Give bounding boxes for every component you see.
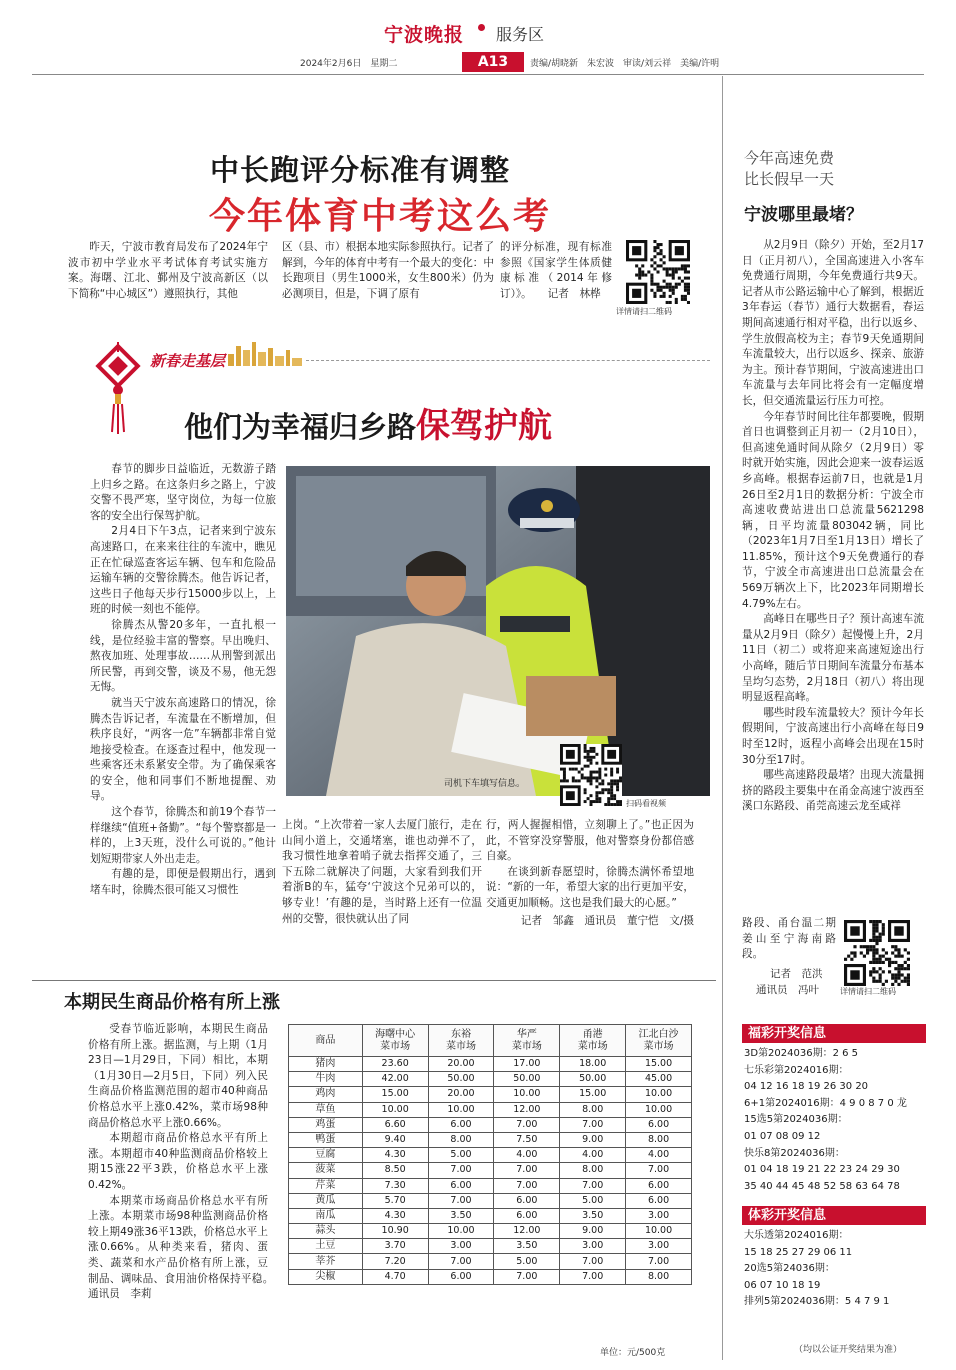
table-price-cell: 50.00: [560, 1072, 626, 1087]
table-header-cell: 江北白沙 菜市场: [626, 1025, 692, 1057]
table-row: [289, 1087, 692, 1102]
table-price-cell: 10.00: [626, 1102, 692, 1117]
table-price-cell: 15.00: [362, 1087, 428, 1102]
table-price-cell: 10.00: [428, 1224, 494, 1239]
table-price-cell: 10.00: [494, 1087, 560, 1102]
table-price-cell: 17.00: [494, 1057, 560, 1072]
table-price-cell: 7.00: [560, 1269, 626, 1284]
table-price-cell: 4.30: [362, 1148, 428, 1163]
table-price-cell: 3.70: [362, 1239, 428, 1254]
table-price-cell: 7.00: [428, 1163, 494, 1178]
lottery-result-line: 3D第2024036期：2 6 5: [744, 1048, 859, 1059]
table-row: [289, 1057, 692, 1072]
video-qr-caption: 扫码看视频: [626, 799, 666, 808]
table-header-cell: 东裕 菜市场: [428, 1025, 494, 1057]
sidebar-subtitle: [744, 148, 834, 190]
table-price-cell: 3.00: [428, 1239, 494, 1254]
editor-credits: 责编/胡晓新 朱宏波 审读/刘云祥 美编/许明: [530, 59, 720, 69]
table-price-cell: 8.00: [560, 1102, 626, 1117]
table-price-cell: 7.00: [560, 1178, 626, 1193]
table-row: [289, 1239, 692, 1254]
table-price-cell: 8.00: [626, 1132, 692, 1147]
article1-column-1: 昨天，宁波市教育局发布了2024年宁波市初中学业水平考试体育考试实施方案。海曙、江北、鄞州及宁波高新区（以下简称“中心城区”）遵照执行，其他: [68, 241, 268, 300]
table-header-row: [289, 1025, 692, 1057]
sports-lottery-header: 体彩开奖信息: [742, 1206, 926, 1225]
issue-date: 2024年2月6日 星期二: [300, 59, 398, 69]
lottery-result-line: 6+1第2024016期：4 9 0 8 7 0 龙: [744, 1097, 907, 1109]
table-price-cell: 6.00: [494, 1193, 560, 1208]
article2-title-highlight: 保驾护航: [416, 406, 553, 446]
table-item-cell: 南瓜: [289, 1208, 363, 1223]
table-header-cell: 商品: [289, 1025, 363, 1057]
page-number-badge: A13: [462, 52, 524, 72]
paragraph: 哪些高速路段最堵？出现大流量拥挤的路段主要集中在甬金高速宁波西至溪口东路段、甬莞高速云龙至咸祥: [742, 769, 924, 813]
table-header-cell: 甬港 菜市场: [560, 1025, 626, 1057]
table-price-cell: 4.30: [362, 1208, 428, 1223]
table-price-cell: 45.00: [626, 1072, 692, 1087]
article1-column-3: 的评分标准，现有标准参照《国家学生体质健康标准（2014年修订）》。 记者 林桦: [500, 241, 612, 300]
table-price-cell: 7.00: [494, 1117, 560, 1132]
table-row: [289, 1148, 692, 1163]
masthead-rule: [32, 74, 924, 75]
welfare-lottery-header: 福彩开奖信息: [742, 1024, 926, 1043]
table-price-cell: 5.00: [494, 1254, 560, 1269]
section-divider: [32, 980, 716, 981]
lottery-result-line: 15选5第2024036期：: [744, 1114, 848, 1126]
table-price-cell: 10.90: [362, 1224, 428, 1239]
table-price-cell: 8.00: [428, 1132, 494, 1147]
table-price-cell: 6.00: [428, 1269, 494, 1284]
sidebar-credit-correspondent: 通讯员 冯叶: [756, 984, 819, 996]
table-item-cell: 芹菜: [289, 1178, 363, 1193]
table-price-cell: 8.50: [362, 1163, 428, 1178]
table-price-cell: 9.00: [560, 1224, 626, 1239]
photo-caption: 司机下车填写信息。: [444, 779, 526, 789]
table-item-cell: 菠菜: [289, 1163, 363, 1178]
table-price-cell: 7.00: [626, 1163, 692, 1178]
paragraph: 今年春节时间比往年都要晚，假期首日也调整到正月初一（2月10日），但高速免通时间从除夕（2月9日）零时就开始实施，因此会迎来一波春运返乡高峰。根据春运前7日，也就是1月26日至2月1日的数据分析：宁波全市高速收费站进出口总流量5621298辆，日平均流量803042辆，同比（2023年1月7日至1月13日）增长了11.85%，预计这个9天免费通行的春节，宁波全市高速进出口总流量会在569万辆次上下，比2023年同期增长4.79%左右。: [742, 410, 924, 610]
table-price-cell: 6.00: [626, 1117, 692, 1132]
chinese-knot-icon: [86, 342, 150, 434]
article2-column-1: [90, 462, 276, 899]
paragraph: 受春节临近影响，本期民生商品价格有所上涨。据监测，与上期（1月23日—1月29日，下同）相比，本期（1月30日—2月5日，下同）列入民生商品价格监测范围的超市40种商品价格总水平上涨0.42%，菜市场98种商品价格总水平上涨0.66%。: [88, 1023, 268, 1129]
table-item-cell: 蒜头: [289, 1224, 363, 1239]
table-row: [289, 1208, 692, 1223]
sidebar-text-tail: 路段、甬台温二期姜山至宁海南路段。: [742, 917, 836, 961]
table-price-cell: 5.00: [428, 1148, 494, 1163]
paragraph: 春节的脚步日益临近，无数游子踏上归乡之路。在这条归乡之路上，宁波交警不畏严寒，坚守岗位，为每一位旅客的安全出行保驾护航。: [90, 463, 276, 522]
table-item-cell: 鸭蛋: [289, 1132, 363, 1147]
table-price-cell: 10.00: [428, 1102, 494, 1117]
table-price-cell: 9.40: [362, 1132, 428, 1147]
table-price-cell: 7.00: [428, 1193, 494, 1208]
table-price-cell: 6.00: [428, 1117, 494, 1132]
table-price-cell: 10.00: [362, 1102, 428, 1117]
table-price-cell: 4.00: [560, 1148, 626, 1163]
table-price-cell: 7.00: [560, 1254, 626, 1269]
table-item-cell: 鸡蛋: [289, 1117, 363, 1132]
article3-text: [88, 1022, 290, 1303]
table-price-cell: 6.00: [428, 1178, 494, 1193]
table-price-cell: 6.00: [626, 1178, 692, 1193]
banner-rule: [306, 360, 710, 361]
table-item-cell: 黄瓜: [289, 1193, 363, 1208]
table-price-cell: 12.00: [494, 1224, 560, 1239]
sidebar-text: [742, 238, 924, 815]
paragraph: 本期菜市场商品价格总水平有所上涨。本期菜市场98种监测商品价格较上期49涨36平13跌，价格总水平上涨0.66%。从种类来看，猪肉、蛋类、蔬菜和水产品价格有所上涨，豆制品、调味品、食用油价格保持平稳。 通讯员 李莉: [88, 1194, 290, 1301]
paragraph: 在谈到新春愿望时，徐腾杰满怀希望地说：“新的一年，希望大家的出行更加平安，交通更加顺畅。这也是我们最大的心愿。”: [486, 865, 694, 909]
table-item-cell: 鸡肉: [289, 1087, 363, 1102]
sidebar-subtitle-line1: 今年高速免费: [744, 149, 835, 167]
table-price-cell: 10.00: [626, 1224, 692, 1239]
paragraph: 有趣的是，即便是假期出行，遇到堵车时，徐腾杰很可能又习惯性: [90, 868, 276, 897]
masthead-dot: [478, 24, 485, 31]
table-price-cell: 5.00: [560, 1193, 626, 1208]
banner-label: 新春走基层: [150, 352, 226, 370]
article2-title-main: 他们为幸福归乡路: [184, 410, 417, 444]
table-price-cell: 7.00: [494, 1163, 560, 1178]
paragraph: 就当天宁波东高速路口的情况，徐腾杰告诉记者，车流量在不断增加，但秩序良好，“两客一危”车辆都非常自觉地接受检查。在逐查过程中，他发现一些乘客还未系紧安全带。为了确保乘客的安全，他和同事们不断地提醒、劝导。: [90, 696, 276, 803]
article1-title-line1: 中长跑评分标准有调整: [209, 153, 510, 187]
price-table: [288, 1024, 692, 1285]
table-row: [289, 1254, 692, 1269]
article3-title: 本期民生商品价格有所上涨: [64, 992, 280, 1013]
table-price-cell: 7.30: [362, 1178, 428, 1193]
table-item-cell: 莘芥: [289, 1254, 363, 1269]
table-price-cell: 4.70: [362, 1269, 428, 1284]
table-price-cell: 7.00: [494, 1178, 560, 1193]
qr-code-icon[interactable]: [626, 240, 690, 304]
table-price-cell: 6.60: [362, 1117, 428, 1132]
lottery-result-line: 大乐透第2024016期：: [744, 1230, 849, 1241]
paragraph: 从2月9日（除夕）开始，至2月17日（正月初八），全国高速进入小客车免费通行周期，今年免费通行共9天。记者从市公路运输中心了解到，根据近3年春运（春节）通行大数据看，春运期间高速通行相对平稳，出行以返乡、学生放假高校为主；春节9天免通期间车流量较大，出行以返乡、探亲、旅游为主。预计春节期间，宁波高速进出口车流量与去年同比将会有一定幅度增长，但交通流量运行压力可控。: [742, 239, 925, 407]
table-price-cell: 3.00: [560, 1239, 626, 1254]
lottery-result-line: 06 07 10 18 19: [744, 1279, 821, 1291]
city-skyline-icon: [226, 340, 306, 366]
table-price-cell: 12.00: [494, 1102, 560, 1117]
article1-qr-caption: 详情请扫二维码: [616, 307, 672, 316]
table-unit: 单位：元/500克: [600, 1348, 666, 1358]
column-divider: [722, 76, 723, 1360]
table-row: [289, 1193, 692, 1208]
qr-code-icon[interactable]: [560, 744, 622, 806]
table-price-cell: 7.20: [362, 1254, 428, 1269]
table-price-cell: 7.00: [626, 1254, 692, 1269]
table-price-cell: 20.00: [428, 1087, 494, 1102]
lottery-result-line: 20选5第24036期：: [744, 1263, 835, 1275]
table-row: [289, 1163, 692, 1178]
table-price-cell: 6.00: [494, 1208, 560, 1223]
paragraph: 2月4日下午3点，记者来到宁波东高速路口，在来来往往的车流中，瞧见正在忙碌巡查客运车辆、包车和危险品运输车辆的交警徐腾杰。他告诉记者，这些日子他每天步行15000步以上，上班的时候一刻也不能停。: [90, 525, 276, 616]
sidebar-qr-caption: 详情请扫二维码: [840, 987, 896, 996]
article1-column-2: 区（县、市）根据本地实际参照执行。记者了解到，今年的体育中考有一个最大的变化：中长跑项目（男生1000米，女生800米）仍为必测项目，但是，下调了原有: [282, 241, 494, 300]
lottery-result-line: 七乐彩第2024016期：: [744, 1064, 849, 1076]
lottery-result-line: 35 40 44 45 48 52 58 63 64 78: [744, 1180, 900, 1192]
table-price-cell: 3.50: [428, 1208, 494, 1223]
news-photo: [286, 466, 710, 796]
table-item-cell: 豆腐: [289, 1148, 363, 1163]
sidebar-credit-reporter: 记者 范洪: [770, 968, 823, 980]
lottery-result-line: 04 12 16 18 19 26 30 20: [744, 1081, 869, 1093]
table-price-cell: 3.50: [494, 1239, 560, 1254]
table-price-cell: 50.00: [494, 1072, 560, 1087]
paragraph: 高峰日在哪些日子？预计高速车流量从2月9日（除夕）起慢慢上升，2月11日（初二）或将迎来高速短途出行小高峰，随后节日期间车流量分布基本呈均匀态势，2月18日（初八）将出现明显返程高峰。: [742, 613, 924, 704]
article1-title-line2: 今年体育中考这么考: [208, 196, 551, 237]
table-header-cell: 华严 菜市场: [494, 1025, 560, 1057]
lottery-note: （均以公证开奖结果为准）: [794, 1345, 903, 1355]
table-price-cell: 15.00: [560, 1087, 626, 1102]
table-row: [289, 1269, 692, 1284]
lottery-result-line: 01 04 18 19 21 22 23 24 29 30: [744, 1164, 900, 1176]
section-name: 服务区: [496, 25, 545, 44]
table-price-cell: 4.00: [494, 1148, 560, 1163]
table-price-cell: 8.00: [626, 1269, 692, 1284]
lottery-result-line: 01 07 08 09 12: [744, 1131, 821, 1142]
table-price-cell: 23.60: [362, 1057, 428, 1072]
table-item-cell: 草鱼: [289, 1102, 363, 1117]
lottery-result-line: 快乐8第2024036期：: [744, 1147, 845, 1159]
table-price-cell: 7.00: [494, 1269, 560, 1284]
table-price-cell: 18.00: [560, 1057, 626, 1072]
table-price-cell: 50.00: [428, 1072, 494, 1087]
sidebar-title: 宁波哪里最堵？: [744, 205, 863, 225]
table-row: [289, 1224, 692, 1239]
table-row: [289, 1132, 692, 1147]
table-price-cell: 20.00: [428, 1057, 494, 1072]
table-price-cell: 15.00: [626, 1057, 692, 1072]
table-header-cell: 海曙中心 菜市场: [362, 1025, 428, 1057]
table-price-cell: 6.00: [626, 1193, 692, 1208]
table-price-cell: 3.00: [626, 1208, 692, 1223]
table-price-cell: 3.00: [626, 1239, 692, 1254]
paragraph: 这个春节，徐腾杰和前19个春节一样继续“值班+备勤”。“每个警察都是一样的，上3天班，没什么可说的。”他计划短期带家人外出走走。: [90, 806, 276, 865]
table-row: [289, 1102, 692, 1117]
table-row: [289, 1178, 692, 1193]
sidebar-subtitle-line2: 比长假早一天: [744, 170, 835, 188]
table-price-cell: 5.70: [362, 1193, 428, 1208]
table-price-cell: 3.50: [560, 1208, 626, 1223]
table-price-cell: 42.00: [362, 1072, 428, 1087]
article2-credit: 记者 邹鑫 通讯员 董宁恺 文/摄: [520, 914, 694, 927]
table-price-cell: 4.00: [626, 1148, 692, 1163]
article2-title: [184, 398, 552, 447]
masthead-logo: 宁波晚报: [384, 24, 465, 46]
article2-column-3: [486, 818, 694, 929]
table-item-cell: 尖椒: [289, 1269, 363, 1284]
table-price-cell: 9.00: [560, 1132, 626, 1147]
lottery-result-line: 排列5第2024036期：5 4 7 9 1: [744, 1296, 890, 1308]
lottery-result-line: 15 18 25 27 29 06 11: [744, 1246, 853, 1258]
paragraph: 徐腾杰从警20多年，一直扎根一线，是位经验丰富的警察。早出晚归、熬夜加班、处理事故……从刑警到派出所民警，再到交警，谈及不易，他无怨无悔。: [90, 618, 276, 694]
table-item-cell: 牛肉: [289, 1072, 363, 1087]
table-price-cell: 7.00: [560, 1117, 626, 1132]
table-item-cell: 猪肉: [289, 1057, 363, 1072]
table-row: [289, 1117, 692, 1132]
table-price-cell: 7.50: [494, 1132, 560, 1147]
paragraph: 本期超市商品价格总水平有所上涨。本期超市40种监测商品价格较上期15涨22平3跌，价格总水平上涨0.42%。: [88, 1132, 268, 1191]
article2-column-2: 上岗。“上次带着一家人去厦门旅行，走在山间小道上，交通堵塞，谁也动弹不了，我习惯性地拿着哨子就去指挥交通了，三下五除二就解决了问题，大家看到我们开着浙B的车，猛夸‘宁波这个兄弟可以的，够专业！’有趣的是，当时路上还有一位温州的交警，很快就认出了同: [282, 819, 482, 925]
table-price-cell: 10.00: [626, 1087, 692, 1102]
paragraph: 行，两人握握相惜，立刻聊上了。”也正因为此，不管穿没穿警服，他对警察身份都倍感自豪。: [486, 819, 694, 863]
paragraph: 哪些时段车流量较大？预计今年长假期间，宁波高速出行小高峰在每日9时至12时，返程小高峰会出现在15时30分至17时。: [742, 706, 924, 766]
table-price-cell: 7.00: [428, 1254, 494, 1269]
table-row: [289, 1072, 692, 1087]
qr-code-icon[interactable]: [844, 920, 910, 986]
table-item-cell: 土豆: [289, 1239, 363, 1254]
table-price-cell: 8.00: [560, 1163, 626, 1178]
